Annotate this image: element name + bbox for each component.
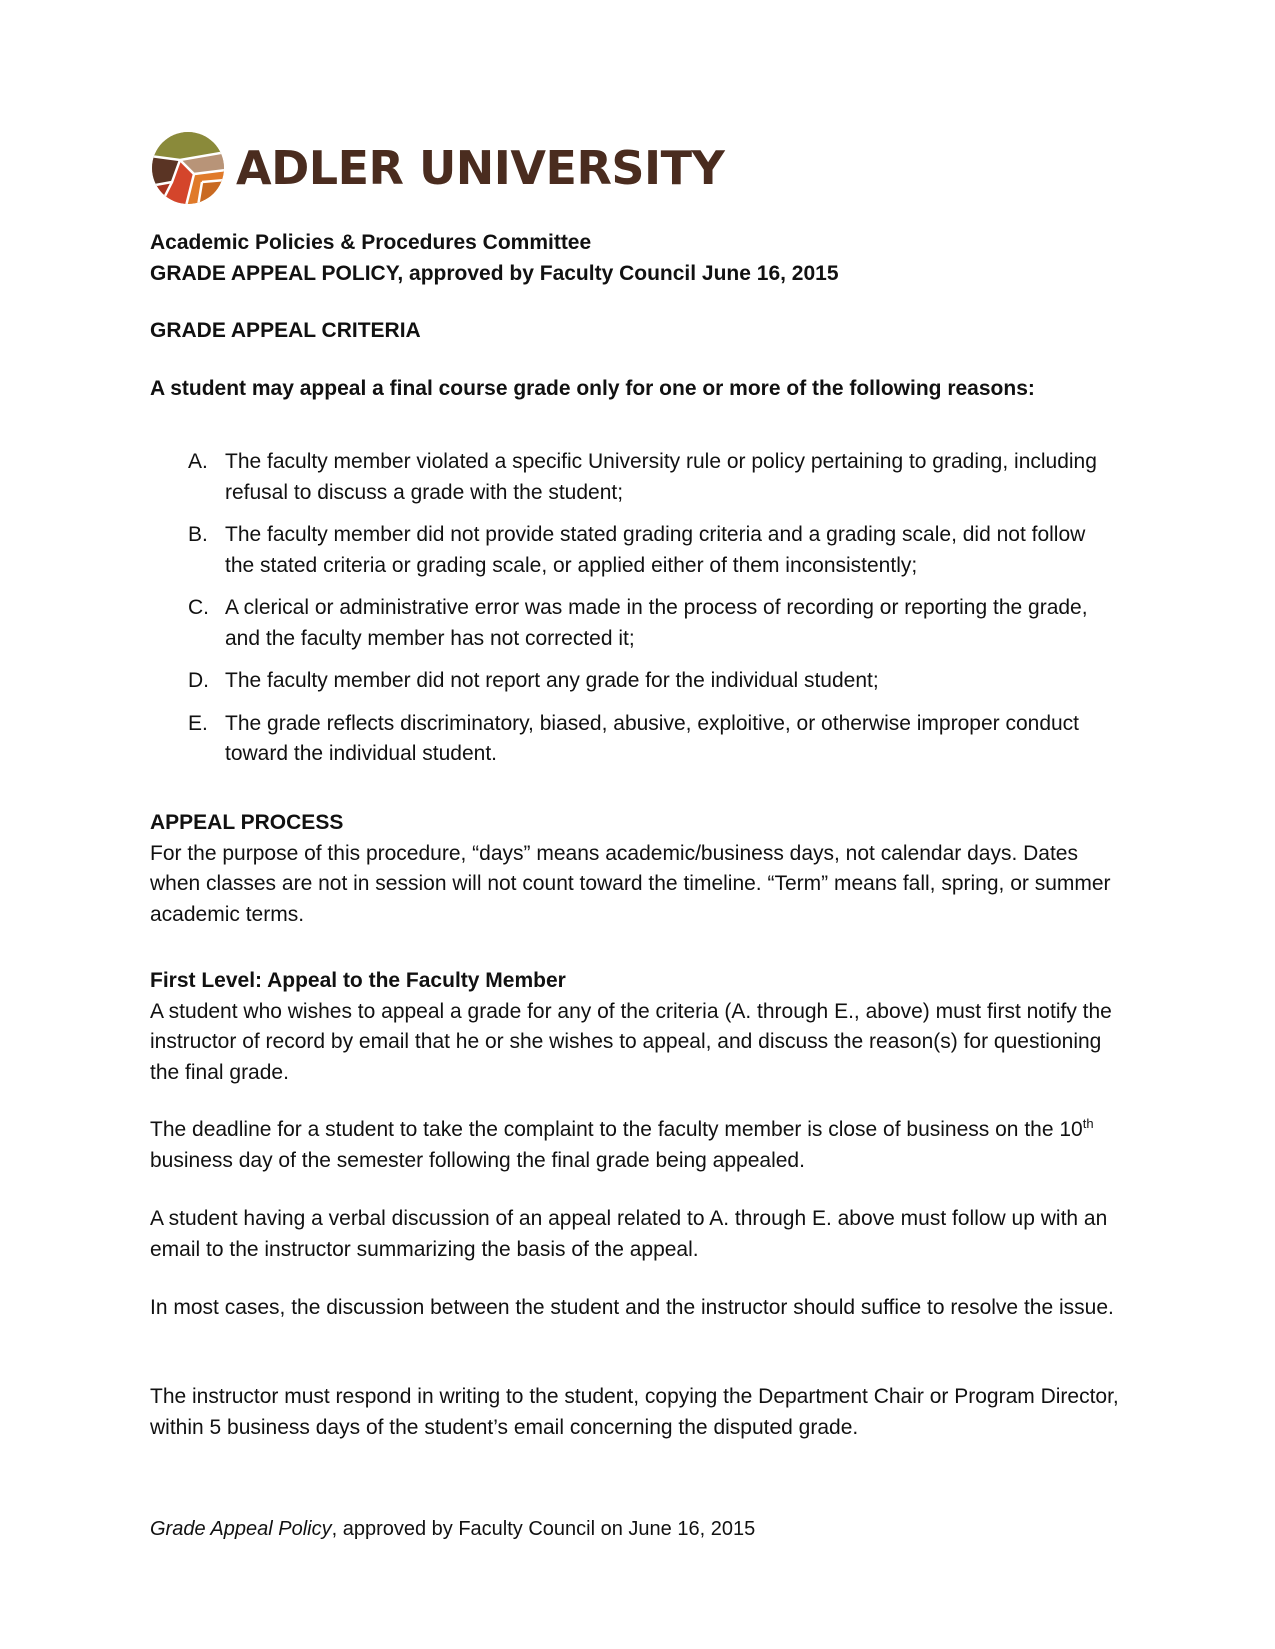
criteria-list xyxy=(188,447,1118,782)
footer-policy-title: Grade Appeal Policy xyxy=(150,1518,332,1540)
list-item xyxy=(188,666,1118,697)
deadline-text-start: The deadline for a student to take the complaint to the faculty member is close of business on the 10 xyxy=(150,1118,1083,1141)
document-page xyxy=(150,0,1130,1649)
list-item xyxy=(188,593,1118,654)
first-level-paragraph-1: A student who wishes to appeal a grade for any of the criteria (A. through E., above) must first notify the instructor of record by email that he or she wishes to appeal, and discuss the reason(s) for questioning the final grade. xyxy=(150,999,1112,1084)
list-item-text: The faculty member did not provide stated grading criteria and a grading scale, did not follow the stated criteria or grading scale, or applied either of them inconsistently; xyxy=(225,523,1086,577)
list-item-text: The grade reflects discriminatory, biased, abusive, exploitive, or otherwise improper conduct toward the individual student. xyxy=(225,711,1080,765)
list-marker: B. xyxy=(188,523,208,546)
first-level-heading: First Level: Appeal to the Faculty Member xyxy=(150,969,566,992)
criteria-intro: A student may appeal a final course grade only for one or more of the following reasons: xyxy=(150,377,1035,400)
list-marker: A. xyxy=(188,450,208,473)
committee-name: Academic Policies & Procedures Committee xyxy=(150,231,592,254)
list-item-text: The faculty member violated a specific University rule or policy pertaining to grading, including refusal to discuss a grade with the student; xyxy=(225,450,1097,504)
list-marker: D. xyxy=(188,669,209,692)
list-marker: C. xyxy=(188,596,209,619)
resolution-paragraph: In most cases, the discussion between the student and the instructor should suffice to resolve the issue. xyxy=(150,1296,1114,1319)
list-item xyxy=(188,447,1118,508)
footer-approval-text: , approved by Faculty Council on June 16, 2015 xyxy=(331,1518,756,1540)
appeal-process-text: For the purpose of this procedure, “days” means academic/business days, not calendar days. Dates when classes are not in session will not count toward the timeline. “Term” means fall, spring, or summer academic terms. xyxy=(150,841,1111,926)
list-item-text: A clerical or administrative error was made in the process of recording or reporting the grade, and the faculty member has not corrected it; xyxy=(225,596,1088,650)
instructor-response-paragraph: The instructor must respond in writing to the student, copying the Department Chair or Program Director, within 5 business days of the student’s email concerning the disputed grade. xyxy=(150,1385,1119,1439)
verbal-discussion-paragraph: A student having a verbal discussion of an appeal related to A. through E. above must follow up with an email to the instructor summarizing the basis of the appeal. xyxy=(150,1207,1108,1261)
adler-emblem-icon xyxy=(150,130,226,206)
university-logo xyxy=(150,130,724,206)
policy-title: GRADE APPEAL POLICY, approved by Faculty Council June 16, 2015 xyxy=(150,261,839,285)
ordinal-suffix: th xyxy=(1082,1116,1094,1131)
first-level-section xyxy=(150,966,1130,1088)
list-item-text: The faculty member did not report any grade for the individual student; xyxy=(225,669,879,692)
deadline-paragraph xyxy=(150,1115,1130,1176)
list-marker: E. xyxy=(188,711,208,735)
appeal-process-section xyxy=(150,808,1130,930)
deadline-text-end: business day of the semester following the final grade being appealed. xyxy=(150,1148,805,1172)
criteria-heading: GRADE APPEAL CRITERIA xyxy=(150,319,421,342)
document-header xyxy=(150,228,1130,289)
appeal-process-heading: APPEAL PROCESS xyxy=(150,811,344,834)
list-item xyxy=(188,520,1118,581)
logo-wordmark: ADLER UNIVERSITY xyxy=(236,141,725,195)
page-footer xyxy=(150,1515,755,1543)
list-item xyxy=(188,709,1118,770)
